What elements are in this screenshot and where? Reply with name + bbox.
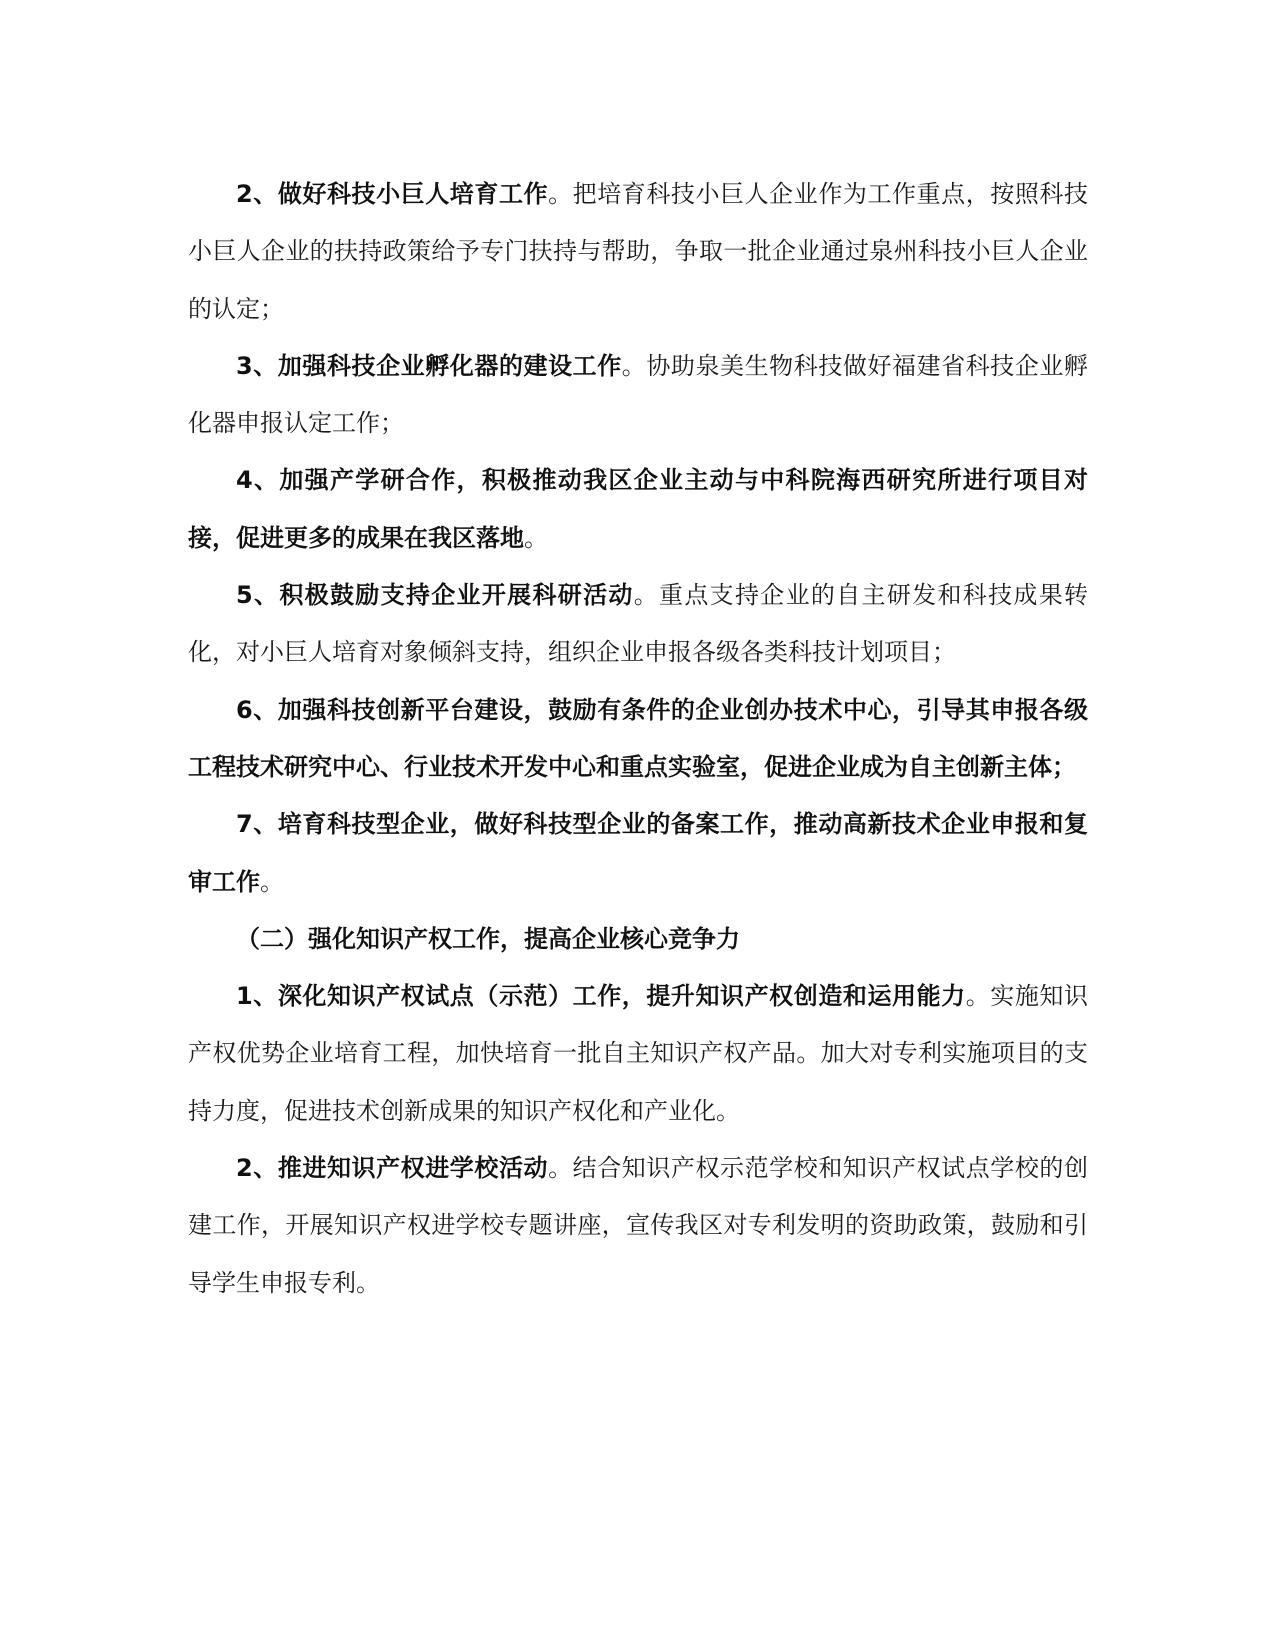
paragraph-text: 。把培育科技小巨人企业作为工作重点，按照科技小巨人企业的扶持政策给予专门扶持与帮助，争取一批企业通过泉州科技小巨人企业的认定；: [188, 180, 1088, 323]
paragraph-item-2-ip-schools: [188, 1140, 1088, 1312]
paragraph-heading: 7、培育科技型企业，做好科技型企业的备案工作，推动高新技术企业申报和复审工作: [188, 810, 1088, 896]
paragraph-item-7-tech-enterprises: [188, 796, 1088, 911]
paragraph-item-1-ip-pilot: [188, 968, 1088, 1140]
paragraph-heading: 1、深化知识产权试点（示范）工作，提升知识产权创造和运用能力: [236, 982, 966, 1011]
paragraph-text: 。: [260, 867, 284, 896]
paragraph-text: 。实施知识产权优势企业培育工程，加快培育一批自主知识产权产品。加大对专利实施项目的支持力度，促进技术创新成果的知识产权化和产业化。: [188, 982, 1089, 1125]
paragraph-item-3-incubator: [188, 338, 1088, 453]
paragraph-heading: 2、推进知识产权进学校活动: [236, 1154, 549, 1183]
paragraph-item-2-little-giant: [188, 166, 1088, 338]
paragraph-item-4-industry-research: [188, 452, 1088, 567]
paragraph-heading: 6、加强科技创新平台建设，鼓励有条件的企业创办技术中心，引导其申报各级工程技术研究中心、行业技术开发中心和重点实验室，促进企业成为自主创新主体；: [188, 695, 1088, 781]
paragraph-text: 。: [524, 523, 548, 552]
paragraph-heading: 2、做好科技小巨人培育工作: [236, 180, 549, 208]
paragraph-text: 。结合知识产权示范学校和知识产权试点学校的创建工作，开展知识产权进学校专题讲座，宣传我区对专利发明的资助政策，鼓励和引导学生申报专利。: [188, 1154, 1088, 1297]
paragraph-heading: 3、加强科技企业孵化器的建设工作: [236, 351, 622, 380]
paragraph-item-6-innovation-platform: [188, 682, 1088, 797]
paragraph-item-5-research-activities: [188, 567, 1088, 682]
section-heading-intellectual-property: [188, 911, 1088, 968]
section-heading-text: （二）强化知识产权工作，提高企业核心竞争力: [236, 924, 740, 953]
paragraph-text: 。重点支持企业的自主研发和科技成果转化，对小巨人培育对象倾斜支持，组织企业申报各级各类科技计划项目；: [188, 581, 1089, 667]
paragraph-heading: 5、积极鼓励支持企业开展科研活动: [236, 581, 634, 610]
paragraph-text: 。协助泉美生物科技做好福建省科技企业孵化器申报认定工作；: [188, 351, 1088, 438]
document-body: [188, 166, 1088, 1312]
paragraph-heading: 4、加强产学研合作，积极推动我区企业主动与中科院海西研究所进行项目对接，促进更多的成果在我区落地: [188, 466, 1088, 552]
